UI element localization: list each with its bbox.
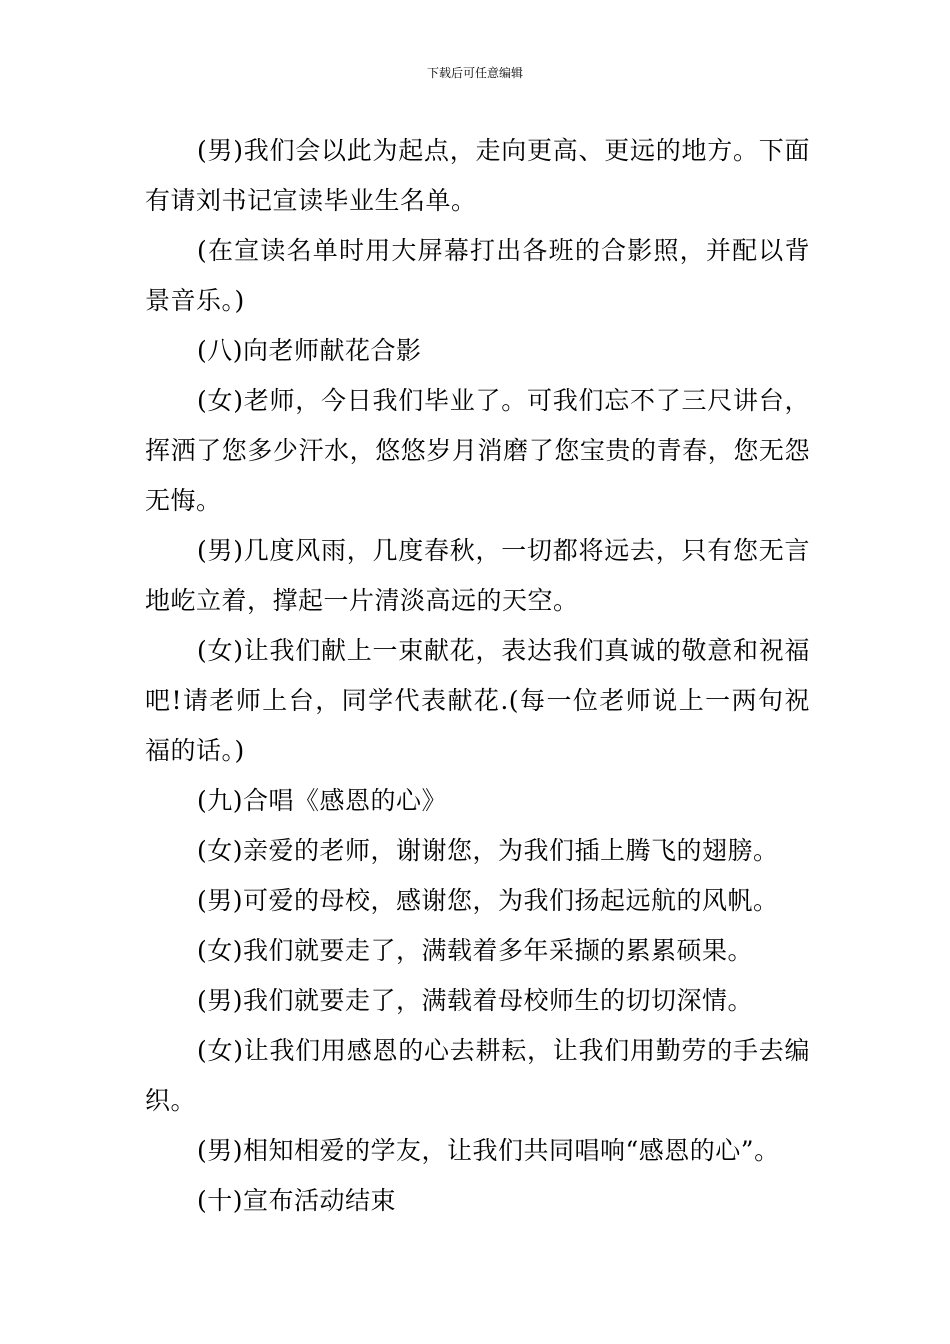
paragraph: (男)我们会以此为起点，走向更高、更远的地方。下面有请刘书记宣读毕业生名单。 xyxy=(145,136,810,215)
paragraph: (男)我们就要走了，满载着母校师生的切切深情。 xyxy=(197,986,754,1015)
paragraph: (男)相知相爱的学友，让我们共同唱响“感恩的心”。 xyxy=(197,1136,780,1165)
document-body xyxy=(145,126,810,1226)
paragraph: (男)可爱的母校，感谢您，为我们扬起远航的风帆。 xyxy=(197,886,779,915)
page-header-note: 下载后可任意编辑 xyxy=(426,66,523,80)
paragraph: (男)几度风雨，几度春秋，一切都将远去，只有您无言地屹立着，撑起一片清淡高远的天空。 xyxy=(145,536,810,615)
paragraph: (女)亲爱的老师，谢谢您，为我们插上腾飞的翅膀。 xyxy=(197,836,779,865)
paragraph: (在宣读名单时用大屏幕打出各班的合影照，并配以背景音乐。) xyxy=(145,236,810,315)
section-heading: (九)合唱《感恩的心》 xyxy=(197,786,448,815)
section-heading: (八)向老师献花合影 xyxy=(197,336,422,365)
paragraph: (女)让我们献上一束献花，表达我们真诚的敬意和祝福吧!请老师上台，同学代表献花.(每一位老师说上一两句祝福的话。) xyxy=(145,636,810,765)
paragraph: (女)老师，今日我们毕业了。可我们忘不了三尺讲台，挥洒了您多少汗水，悠悠岁月消磨了您宝贵的青春，您无怨无悔。 xyxy=(145,386,810,515)
paragraph: (女)让我们用感恩的心去耕耘，让我们用勤劳的手去编织。 xyxy=(145,1036,810,1115)
section-heading: (十)宣布活动结束 xyxy=(197,1186,397,1215)
paragraph: (女)我们就要走了，满载着多年采撷的累累硕果。 xyxy=(197,936,754,965)
